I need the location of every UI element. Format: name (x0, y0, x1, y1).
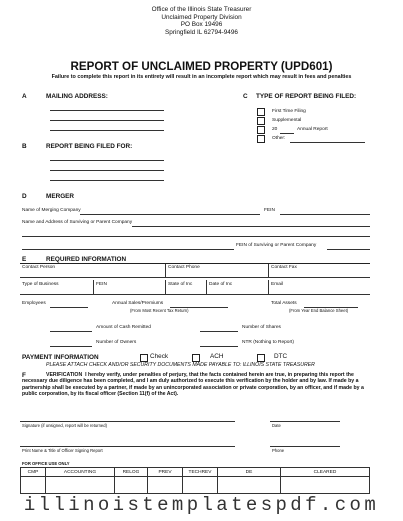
office-cell (183, 477, 218, 494)
payment-note: PLEASE ATTACH CHECK AND/OR SECURITY DOCUMENTS MADE PAYABLE TO: ILLINOIS STATE TREASURER (46, 362, 315, 368)
report-type-label: TYPE OF REPORT BEING FILED: (256, 93, 357, 100)
supplemental-label: Supplemental (272, 118, 302, 123)
annual-year-field[interactable] (280, 133, 294, 134)
office-cell (148, 477, 183, 494)
col-techrev: TECHREV (183, 468, 218, 477)
other-label: Other: (272, 136, 286, 141)
state-of-inc-label: State of Inc (168, 282, 193, 287)
merger-fein-label: FEIN (264, 208, 275, 213)
verification-label: VERIFICATION (46, 372, 83, 378)
contact-phone-label: Contact Phone (168, 265, 200, 270)
report-filed-for-label: REPORT BEING FILED FOR: (46, 143, 133, 150)
section-c-letter: C (243, 93, 248, 100)
dtc-checkbox[interactable] (257, 354, 265, 362)
ach-label: ACH (210, 353, 224, 360)
check-checkbox[interactable] (140, 354, 148, 362)
cell-divider (93, 280, 94, 294)
annual-sales-note: (From Most Recent Tax Return) (130, 308, 189, 313)
section-e-rule (20, 263, 370, 264)
contact-person-label: Contact Person (22, 265, 56, 270)
payment-info-label: PAYMENT INFORMATION (22, 354, 99, 361)
other-field[interactable] (290, 142, 365, 143)
ntr-label: NTR (Nothing to Report) (242, 340, 294, 345)
verification-paragraph (22, 372, 374, 398)
mailing-address-line-3[interactable] (50, 130, 164, 131)
dtc-label: DTC (274, 353, 288, 360)
check-label: Check (150, 353, 169, 360)
annual-report-checkbox[interactable] (257, 126, 265, 134)
amount-remitted-label: Amount of Cash Remitted (96, 325, 151, 330)
merging-company-field[interactable] (80, 214, 260, 215)
filed-for-line-1[interactable] (50, 160, 164, 161)
section-d-letter: D (22, 193, 27, 200)
section-a-letter: A (22, 93, 27, 100)
fein-label: FEIN (96, 282, 107, 287)
email-label: Email (271, 282, 283, 287)
col-de: DE (218, 468, 281, 477)
surviving-company-field-3[interactable] (22, 249, 234, 250)
total-assets-label: Total Assets (271, 301, 297, 306)
header-address-line-4: Springfield IL 62794-9496 (165, 28, 238, 36)
surviving-fein-field[interactable] (327, 249, 370, 250)
contact-row-line[interactable] (20, 277, 370, 278)
cell-divider (165, 280, 166, 294)
col-cmp: CMP (21, 468, 46, 477)
phone-field[interactable] (270, 446, 340, 447)
section-f-letter: F (22, 372, 26, 379)
signature-field[interactable] (20, 421, 235, 422)
col-accounting: ACCOUNTING (46, 468, 115, 477)
date-field[interactable] (270, 421, 340, 422)
surviving-company-field-1[interactable] (132, 226, 370, 227)
phone-label: Phone (272, 448, 285, 453)
header-address-line-3: PO Box 19496 (180, 21, 223, 29)
ntr-field[interactable] (200, 346, 238, 347)
cell-divider (268, 280, 269, 294)
office-cell (21, 477, 46, 494)
verification-text: I hereby verify, under penalties of perjury, that the facts contained herein are true, in preparing this report the necessary due diligence has been completed, and I am duly authorized to execute this verification by the holder and by law. If made by a partnership shall be executed by a partner, if made by an unincorporated association or private corporation, by an officer, and if made by a public corporation, by its fiscal officer (Section 11(f) of the Act). (22, 372, 364, 398)
number-of-owners-label: Number of Owners (96, 340, 137, 345)
report-warning: Failure to complete this report in its entirety will result in an incomplete report which may result in fees and penalties (51, 74, 352, 80)
date-of-inc-label: Date of Inc (209, 282, 233, 287)
other-checkbox[interactable] (257, 135, 265, 143)
number-of-shares-label: Number of Shares (242, 325, 281, 330)
date-label: Date (272, 423, 281, 428)
merger-fein-field[interactable] (280, 214, 370, 215)
filed-for-line-3[interactable] (50, 180, 164, 181)
total-assets-note: (From Year End Balance Sheet) (289, 308, 349, 313)
section-e-letter: E (22, 256, 27, 263)
employees-field[interactable] (50, 307, 88, 308)
contact-fax-label: Contact Fax (271, 265, 297, 270)
annual-sales-label: Annual Sales/Premiums (112, 301, 164, 306)
mailing-address-label: MAILING ADDRESS: (46, 93, 108, 100)
annual-year-prefix: 20 (272, 127, 278, 132)
type-of-business-label: Type of Business (22, 282, 59, 287)
office-cell (115, 477, 148, 494)
filed-for-line-2[interactable] (50, 170, 164, 171)
col-prev: PREV (148, 468, 183, 477)
office-cell (46, 477, 115, 494)
signature-label: Signature (if unsigned, report will be returned) (22, 423, 107, 428)
surviving-company-label: Name and Address of Surviving or Parent Company (22, 220, 133, 225)
col-relog: RELOG (115, 468, 148, 477)
col-cleared: CLEARED (281, 468, 370, 477)
office-use-label: FOR OFFICE USE ONLY (22, 461, 70, 466)
ach-checkbox[interactable] (192, 354, 200, 362)
office-cell (218, 477, 281, 494)
first-time-filing-checkbox[interactable] (257, 108, 265, 116)
office-use-table (20, 467, 370, 494)
supplemental-checkbox[interactable] (257, 117, 265, 125)
print-name-field[interactable] (20, 446, 235, 447)
annual-report-label: Annual Report (297, 127, 328, 132)
watermark-footer: illinoistemplatespdf.com (23, 494, 380, 516)
merger-label: MERGER (46, 193, 75, 200)
print-name-label: Print Name & Title of Officer Signing Report (22, 448, 103, 453)
cell-divider (206, 280, 207, 294)
number-of-owners-field[interactable] (50, 346, 92, 347)
surviving-fein-label: FEIN of Surviving or Parent Company (236, 243, 317, 248)
employees-label: Employees (22, 301, 46, 306)
business-row-line[interactable] (20, 294, 370, 295)
first-time-filing-label: First Time Filing (272, 109, 306, 114)
report-title: REPORT OF UNCLAIMED PROPERTY (UPD601) (70, 60, 333, 73)
header-address-line-1: Office of the Illinois State Treasurer (151, 6, 252, 13)
mailing-address-line-2[interactable] (50, 120, 164, 121)
office-cell (281, 477, 370, 494)
section-b-letter: B (22, 143, 27, 150)
surviving-company-field-2[interactable] (22, 236, 370, 237)
cell-divider (165, 264, 166, 277)
header-address-line-2: Unclaimed Property Division (161, 13, 242, 21)
cell-divider (268, 264, 269, 277)
merging-company-label: Name of Merging Company (22, 208, 81, 213)
number-of-shares-field[interactable] (200, 331, 238, 332)
mailing-address-line-1[interactable] (50, 110, 164, 111)
amount-remitted-field[interactable] (50, 331, 92, 332)
required-info-label: REQUIRED INFORMATION (46, 256, 127, 263)
